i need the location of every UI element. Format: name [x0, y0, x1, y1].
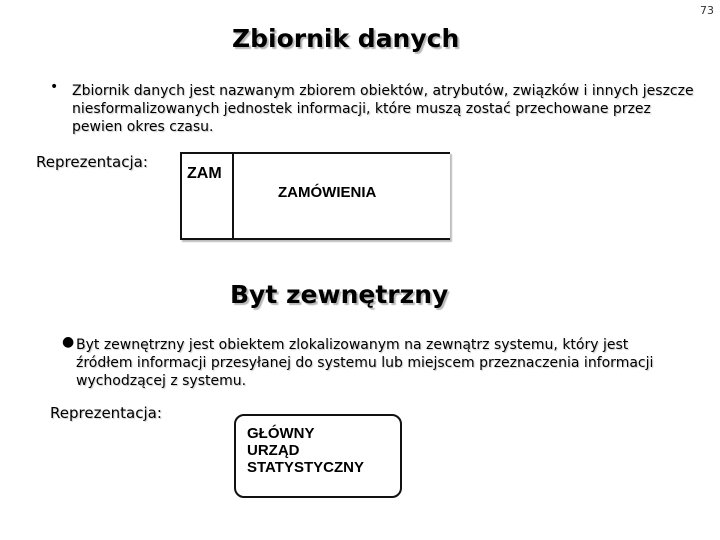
bullet-marker: ● — [62, 334, 75, 350]
entity-label-line: STATYSTYCZNY — [247, 459, 364, 476]
entity-label-line: URZĄD — [247, 442, 300, 459]
entity-label-line: GŁÓWNY — [247, 425, 315, 442]
section-title-data-store: Zbiornik danych — [232, 24, 460, 53]
external-entity-definition: Byt zewnętrzny jest obiektem zlokalizowanym na zewnątrz systemu, który jest źródłem informacji przesyłanej do systemu lub miejscem przeznaczenia informacji wychodzącej z systemu. — [76, 337, 654, 389]
data-store-divider — [232, 152, 234, 240]
bullet-marker: • — [50, 79, 59, 95]
data-store-definition: Zbiornik danych jest nazwanym zbiorem obiektów, atrybutów, związków i innych jeszcze niesformalizowanych jednostek informacji, które muszą zostać przechowane przez pewien okres czasu. — [72, 83, 694, 135]
data-store-name: ZAMÓWIENIA — [278, 184, 377, 201]
representation-label: Reprezentacja: — [50, 404, 162, 422]
section-title-external-entity: Byt zewnętrzny — [230, 280, 449, 309]
data-store-id: ZAM — [187, 165, 222, 182]
representation-label: Reprezentacja: — [36, 153, 148, 171]
page-number: 73 — [700, 4, 714, 17]
